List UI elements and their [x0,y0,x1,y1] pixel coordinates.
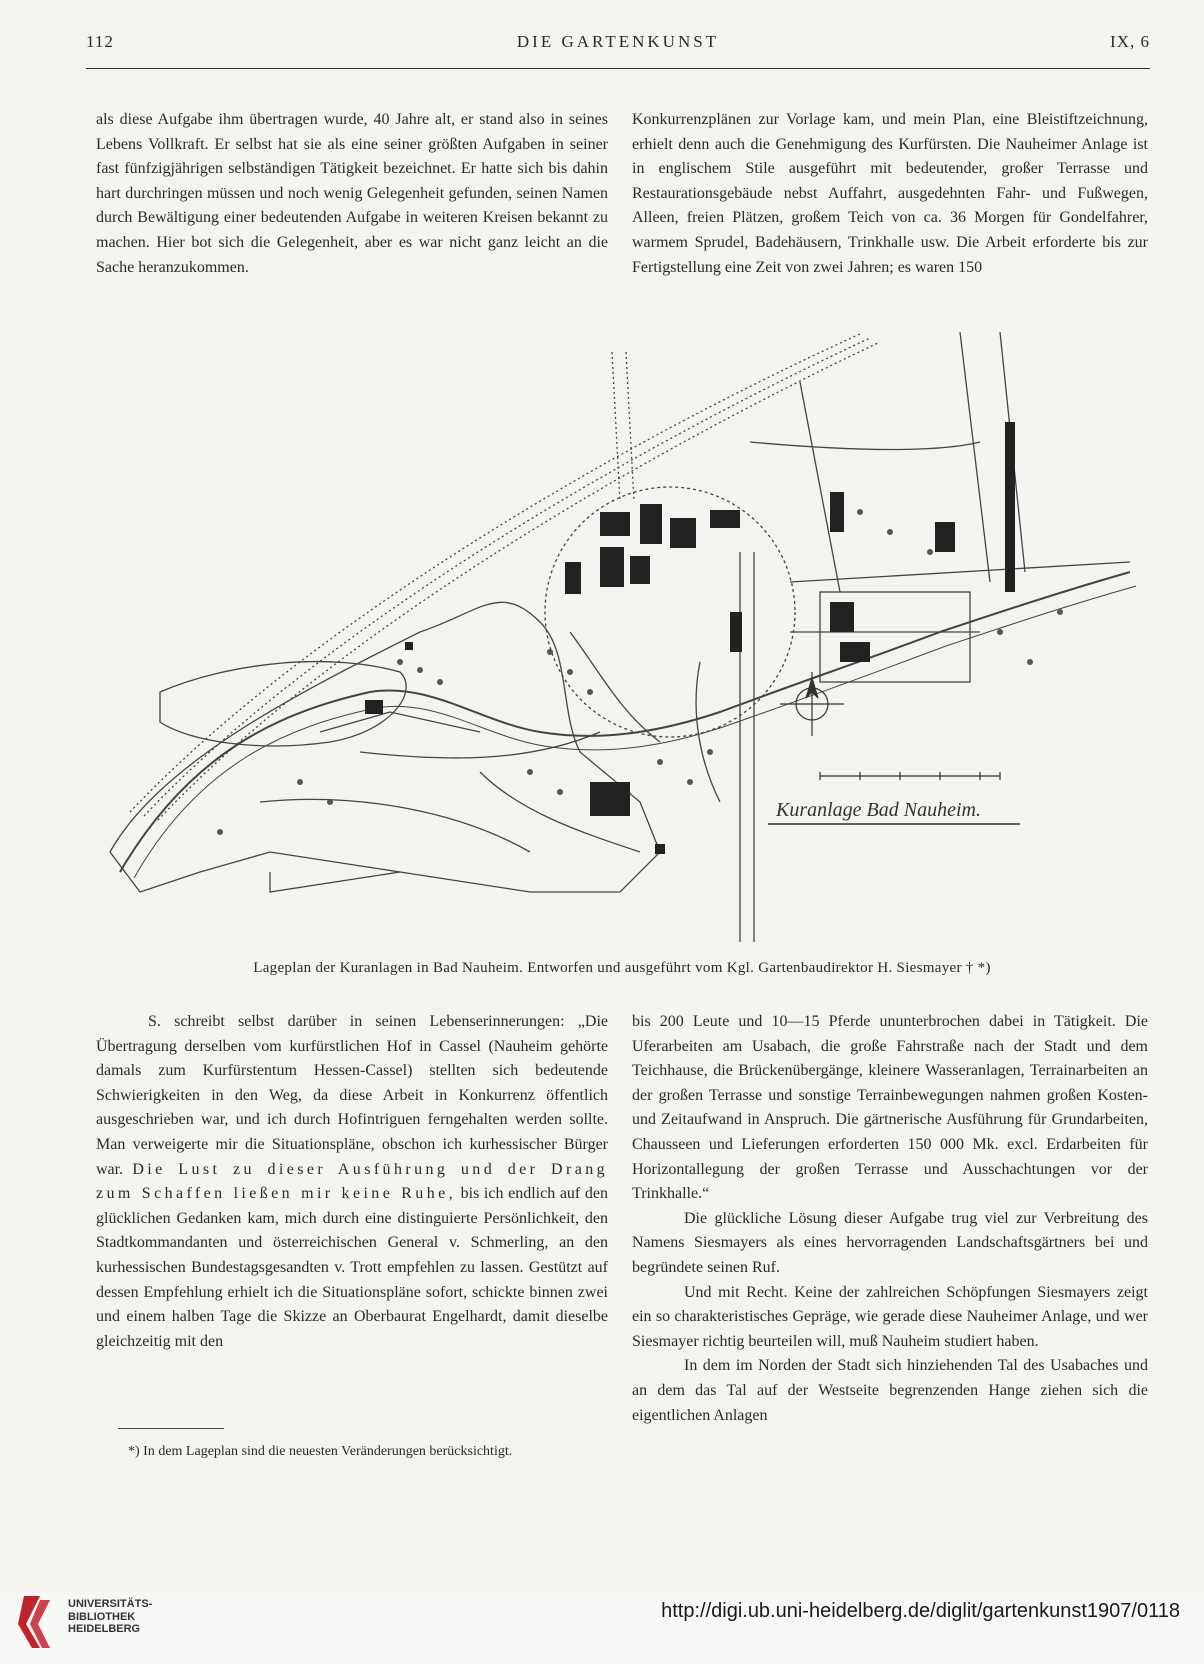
journal-title: DIE GARTENKUNST [516,32,720,51]
paragraph: Konkurrenzplänen zur Vorlage kam, und mein Plan, eine Bleistiftzeichnung, erhielt denn auch die Genehmigung des Kurfürsten. Die Nauheimer Anlage ist in englischem Stile ausgeführt mit bedeutender, großer Terrasse und Restaurationsgebäude nebst Auffahrt, ausgedehnten Fahr- und Fußwegen, Alleen, freien Plätzen, großem Teich von ca. 36 Morgen für Gondelfahrer, warmem Sprudel, Badehäusern, Trinkhalle usw. Die Arbeit erforderte bis zur Fertigstellung eine Zeit von zwei Jahren; es waren 150 [632,111,1148,276]
top-left-column [96,108,608,280]
emphasized-text: Die Lust zu dieser Ausführung und der Drang zum Schaffen ließen mir keine Ruhe, [96,1160,608,1203]
volume-issue: IX, 6 [1110,32,1150,51]
paragraph-text: S. schreibt selbst darüber in seinen Lebenserinnerungen: „Die Übertragung derselben vom kurfürstlichen Hof in Cassel (Nauheim gehörte damals zum Kurfürstentum Hessen-Cassel) stellten sich bedeutende Schwierigkeiten in den Weg, da diese Arbeit in Konkurrenz öffentlich ausgeschrieben war, und ich durch Hofintriguen ferngehalten werden sollte. Man verweigerte mir die Situationspläne, obschon ich kurhessischer Bürger war. [96,1013,608,1178]
paragraph: Und mit Recht. Keine der zahlreichen Schöpfungen Siesmayers zeigt ein so charakteristisches Gepräge, wie gerade diese Nauheimer Anlage, und wer Siesmayer richtig beurteilen will, muß Nauheim studiert haben. [632,1283,1148,1350]
library-name-line: UNIVERSITÄTS- [68,1598,153,1610]
map-title: Kuranlage Bad Nauheim. [776,799,981,821]
footnote: *) In dem Lageplan sind die neuesten Veränderungen berücksichtigt. [128,1444,513,1459]
figure-caption: Lageplan der Kuranlagen in Bad Nauheim. Entworfen und ausgeführt vom Kgl. Gartenbaudirektor H. Siesmayer † *) [253,960,991,976]
paragraph: In dem im Norden der Stadt sich hinziehenden Tal des Usabaches und an dem das Tal auf der Westseite begrenzenden Hange ziehen sich die eigentlichen Anlagen [632,1357,1148,1424]
footnote-rule [118,1428,224,1429]
paragraph: bis 200 Leute und 10—15 Pferde ununterbrochen dabei in Tätigkeit. Die Uferarbeiten am Usabach, die große Fahrstraße nach der Stadt und dem Teichhause, die Brückenübergänge, kleinere Wasseranlagen, Terrainarbeiten an der großen Terrasse und sonstige Terrainbewegungen nahmen großen Kosten- und Zeitaufwand in Anspruch. Die gärtnerische Ausführung für Grundarbeiten, Chausseen und Lieferungen erforderten 150 000 Mk. excl. Erdarbeiten für Horizontallegung der großen Terrasse und Ausschachtungen vor der Trinkhalle.“ [632,1013,1148,1203]
top-right-column [632,108,1148,280]
source-url-link[interactable]: http://digi.ub.uni-heidelberg.de/diglit/gartenkunst1907/0118 [661,1600,1180,1622]
paragraph: Die glückliche Lösung dieser Aufgabe trug viel zur Verbreitung des Namens Siesmayers als eines hervorragenden Landschaftsgärtners bei und begründete seinen Ruf. [632,1209,1148,1276]
bottom-right-column [632,1010,1148,1428]
header-rule [86,68,1150,69]
site-plan-map [100,332,1140,952]
library-name-line: HEIDELBERG [68,1623,141,1635]
page-number: 112 [86,32,114,51]
paragraph-text: bis ich endlich auf den glücklichen Gedanken kam, mich durch eine distinguierte Persönlichkeit, den Stadtkommandanten und österreichischen General v. Schmerling, an den kurhessischen Bundestagsgesandten v. Trott empfehlen zu lassen. Gestützt auf dessen Empfehlung erhielt ich die Situationspläne sofort, schickte binnen zwei und einem halben Tage die Skizze an Oberbaurat Engelhardt, damit dieselbe gleichzeitig mit den [96,1185,608,1350]
library-name [68,1598,152,1636]
running-head [86,32,1150,58]
bottom-left-column [96,1010,608,1354]
site-plan-figure [100,332,1140,952]
paragraph [96,1010,608,1354]
paragraph: als diese Aufgabe ihm übertragen wurde, 40 Jahre alt, er stand also in seines Lebens Vollkraft. Er selbst hat sie als eine seiner größten Aufgaben in seiner fast fünfzigjährigen selbständigen Tätigkeit bezeichnet. Er hatte sich bis dahin hart durchringen müssen und noch wenig Gelegenheit gefunden, seinen Namen durch Bewältigung einer bedeutenden Aufgabe in weiteren Kreisen bekannt zu machen. Hier bot sich die Gelegenheit, aber es war nicht ganz leicht an die Sache heranzukommen. [96,111,608,276]
library-name-line: BIBLIOTHEK [68,1610,136,1623]
library-logo-icon [10,1590,66,1654]
